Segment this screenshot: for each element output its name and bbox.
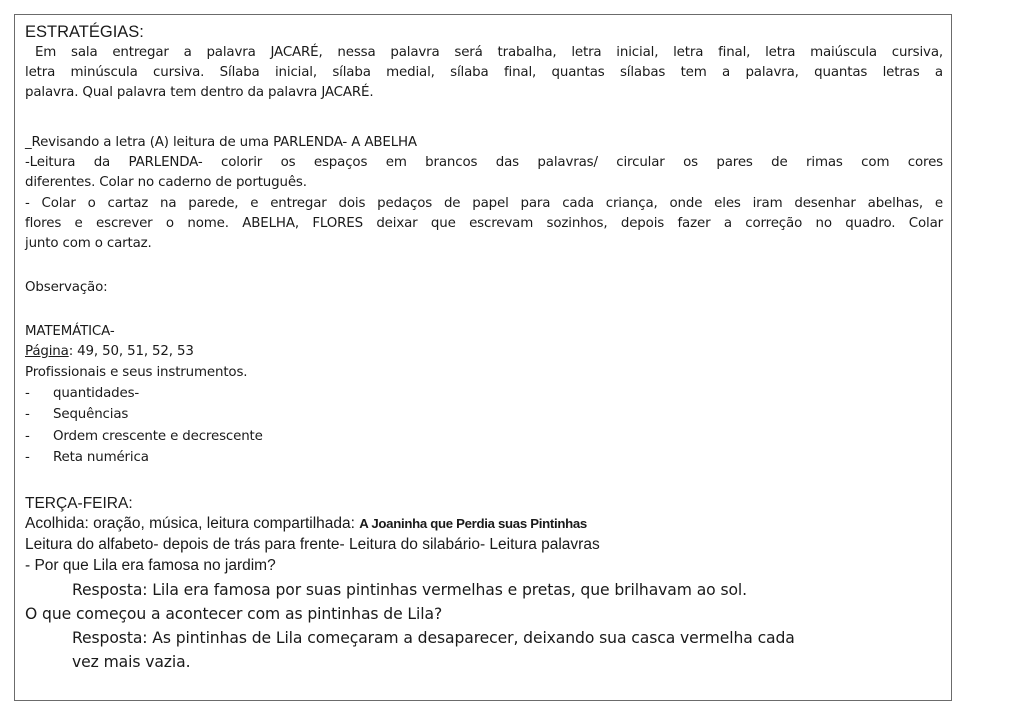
pagina-line: [25, 343, 194, 361]
bullet-dash: -: [25, 429, 30, 444]
pagina-label: Página: [25, 344, 69, 359]
list-item-text: Sequências: [53, 407, 129, 422]
estrategias-paragraph-line-2: letra minúscula cursiva. Sílaba inicial, sílaba medial, sílaba final, quantas sílabas tem a palavra, quantas letras a: [25, 65, 943, 80]
matematica-list-item: [25, 406, 128, 424]
bullet-dash: -: [25, 407, 30, 422]
matematica-list-item: [25, 449, 149, 467]
question-2: O que começou a acontecer com as pintinhas de Lila?: [25, 605, 443, 623]
revisando-line: _Revisando a letra (A) leitura de uma PARLENDA- A ABELHA: [25, 135, 417, 150]
matematica-list-item: [25, 385, 139, 403]
matematica-topic: Profissionais e seus instrumentos.: [25, 365, 248, 380]
colar-cartaz-line-1: - Colar o cartaz na parede, e entregar dois pedaços de papel para cada criança, onde eles iram desenhar abelhas, e: [25, 196, 943, 211]
colar-cartaz-line-3: junto com o cartaz.: [25, 236, 152, 251]
list-item-text: Reta numérica: [53, 450, 149, 465]
leitura-alfabeto-line: Leitura do alfabeto- depois de trás para frente- Leitura do silabário- Leitura palavras: [25, 536, 600, 553]
leitura-parlenda-line-1: -Leitura da PARLENDA- colorir os espaços em brancos das palavras/ circular os pares de rimas com cores: [25, 155, 943, 170]
pagina-values: : 49, 50, 51, 52, 53: [68, 344, 194, 359]
colar-cartaz-line-2: flores e escrever o nome. ABELHA, FLORES deixar que escrevam sozinhos, depois fazer a correção no quadro. Colar: [25, 216, 943, 231]
estrategias-paragraph-line-1: Em sala entregar a palavra JACARÉ, nessa palavra será trabalha, letra inicial, letra final, letra maiúscula cursiva,: [35, 45, 943, 60]
observacao-label: Observação:: [25, 280, 108, 295]
answer-2-line-2: vez mais vazia.: [72, 653, 191, 671]
estrategias-paragraph-line-3: palavra. Qual palavra tem dentro da palavra JACARÉ.: [25, 85, 374, 100]
acolhida-line: [25, 515, 587, 533]
list-item-text: Ordem crescente e decrescente: [53, 429, 263, 444]
document-page: [14, 14, 952, 701]
acolhida-prefix: Acolhida: oração, música, leitura compartilhada:: [25, 515, 360, 532]
bullet-dash: -: [25, 450, 30, 465]
matematica-heading: MATEMÁTICA-: [25, 324, 115, 339]
terca-feira-heading: TERÇA-FEIRA:: [25, 495, 133, 512]
bullet-dash: -: [25, 386, 30, 401]
estrategias-heading: ESTRATÉGIAS:: [25, 23, 144, 41]
matematica-list-item: [25, 428, 263, 446]
story-title: A Joaninha que Perdia suas Pintinhas: [359, 516, 587, 531]
answer-2-line-1: Resposta: As pintinhas de Lila começaram a desaparecer, deixando sua casca vermelha cada: [72, 629, 795, 647]
question-1: - Por que Lila era famosa no jardim?: [25, 557, 276, 574]
answer-1: Resposta: Lila era famosa por suas pintinhas vermelhas e pretas, que brilhavam ao sol.: [72, 581, 748, 599]
leitura-parlenda-line-2: diferentes. Colar no caderno de português.: [25, 175, 307, 190]
list-item-text: quantidades-: [53, 386, 140, 401]
